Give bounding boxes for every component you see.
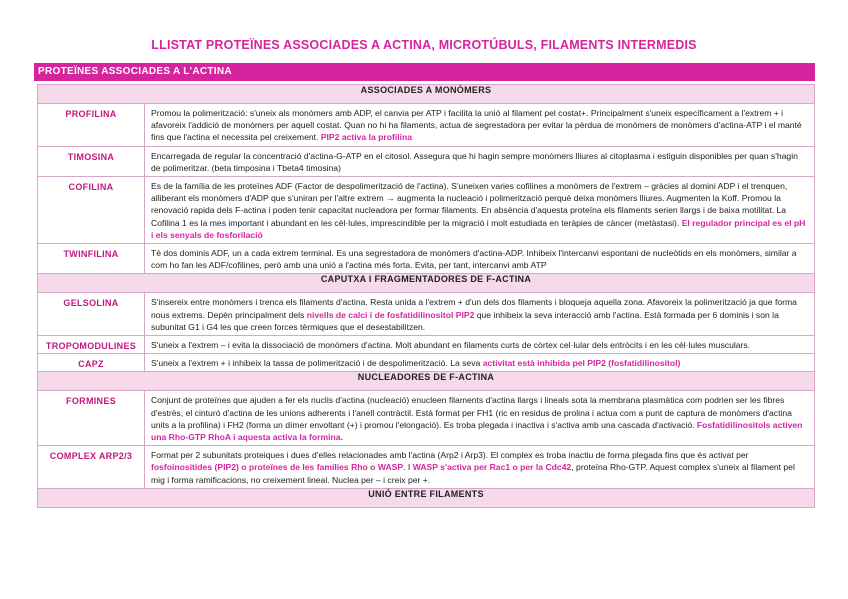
highlight-text: nivells de calci i de fosfatidilinositol PIP2 bbox=[306, 309, 475, 320]
protein-desc-twinfilina: Té dos dominis ADF, un a cada extrem terminal. Es una segrestadora de monòmers d'actina-ADP. Inhibeix l'intercanvi espontani de nucleòtids en els monòmers, similar a com ho fan les ADF/cofilines, però amb una unió a l'actina més forta. Evita, per tant, intercanvi amb ATP bbox=[145, 244, 815, 274]
group-header-union bbox=[38, 488, 815, 507]
table-row bbox=[38, 293, 815, 336]
desc-text: Promou la polimerització: s'uneix als monòmers amb ADP, el canvia per ATP i facilita la unió al filament pel costat+. Principalment s'uneix específicament a l'extrem + i afavoreix l'addició de monòmers per aquell costat. Quan no hi ha filaments, actua de segrestadora per evitar la pèrdua de monòmers de monòmers d'actina-ATP i el manté fins que l'actina el necessita pel creixement. bbox=[151, 108, 802, 143]
table-row bbox=[38, 146, 815, 176]
protein-name-profilina: PROFILINA bbox=[38, 104, 145, 147]
protein-name-gelsolina: GELSOLINA bbox=[38, 293, 145, 336]
protein-name-tropomodulines: TROPOMODULINES bbox=[38, 336, 145, 354]
protein-desc-capz bbox=[145, 354, 815, 372]
table-row bbox=[38, 446, 815, 489]
group-title: ASSOCIADES A MONÒMERS bbox=[38, 85, 815, 104]
protein-desc-arp23 bbox=[145, 446, 815, 489]
table-row bbox=[38, 336, 815, 354]
document-title: LLISTAT PROTEÏNES ASSOCIADES A ACTINA, MICROTÚBULS, FILAMENTS INTERMEDIS bbox=[151, 38, 697, 52]
table-row bbox=[38, 177, 815, 244]
group-header-monomers bbox=[38, 85, 815, 104]
desc-text: Es de la família de les proteïnes ADF (Factor de despolimerització de l'actina). S'uneixen varies cofilines a monòmers de l'extrem – gràcies al domini ADP i el trenquen, alliberant els monòmers d'ADP que s'uniran per l'altre extrem → augmenta la nucleació i polimerització perquè deixa monòmers lliures. Augmenten la Koff. Promou la renovació rapida dels F-actina i poden tenir capacitat nucleadora per formar filaments. En absència d'aquesta proteïna els filaments serien llargs i de baixa motilitat. La Cofilina 1 es la mes important i abundant en les cèl·lules, imprescindible per la migració i molt estudiada en teràpies de càncer (metàstasi). bbox=[151, 181, 788, 228]
desc-text: S'uneix a l'extrem + i inhibeix la tassa de polimerització i de despolimerització. La seva bbox=[151, 358, 483, 369]
group-title: CAPUTXA I FRAGMENTADORES DE F-ACTINA bbox=[38, 274, 815, 293]
protein-desc-gelsolina bbox=[145, 293, 815, 336]
protein-desc-timosina: Encarregada de regular la concentració d'actina-G-ATP en el citosol. Assegura que hi hagin sempre monòmers lliures al citoplasma i estiguin disponibles per quan s'hagin de polimeritzar. (beta timposina i Tbeta4 timosina) bbox=[145, 146, 815, 176]
protein-desc-formines bbox=[145, 391, 815, 446]
protein-desc-profilina bbox=[145, 104, 815, 147]
group-header-capping bbox=[38, 274, 815, 293]
desc-text: . I bbox=[403, 462, 413, 473]
protein-desc-cofilina bbox=[145, 177, 815, 244]
highlight-text: PIP2 activa la profilina bbox=[320, 132, 413, 143]
protein-table bbox=[37, 84, 815, 508]
desc-text: S'insereix entre monòmers i trenca els filaments d'actina. Resta unida a l'extrem + d'un dels dos filaments i bloqueja aquella zona. Afavoreix la polimerització ja que forma nous extrems. Depèn principalment dels bbox=[151, 297, 797, 320]
table-row bbox=[38, 354, 815, 372]
protein-name-formines: FORMINES bbox=[38, 391, 145, 446]
desc-text: que inhibeix la seva interacció amb l'actina. Està formada per 6 dominis i son la subunitat G1 i G4 les que creen forces tèrmiques que el desestabilitzen. bbox=[151, 309, 779, 332]
group-header-nucleators bbox=[38, 372, 815, 391]
protein-name-arp23: COMPLEX ARP2/3 bbox=[38, 446, 145, 489]
table-row bbox=[38, 104, 815, 147]
highlight-text: Fosfatidilinositols activen una Rho-GTP RhoA i aquesta activa la formina. bbox=[151, 419, 803, 443]
protein-desc-tropomodulines: S'uneix a l'extrem – i evita la dissociació de monòmers d'actina. Molt abundant en filaments curts de còrtex cel·lular dels eritròcits i en les cèl·lules musculars. bbox=[145, 336, 815, 354]
group-title: NUCLEADORES DE F-ACTINA bbox=[38, 372, 815, 391]
desc-text: Conjunt de proteïnes que ajuden a fer els nuclis d'actina (nucleació) enucleen filaments d'actina llargs i lineals sota la membrana plasmàtica com podrien ser les fibres d'estrès, el cinturó d'actina de les unions adherents i l'anell contràctil. Està format per FH1 (ric en residus de prolina i actua com a punt de captura de monòmers d'actina units a la profilina) i FH2 (forma un dímer envoltant (+) i promou l'elongació). Es troba plegada i inactiva i s'activa amb una cascada d'activació. bbox=[151, 395, 792, 430]
highlight-text: activitat està inhibida pel PIP2 (fosfatidilinositol) bbox=[482, 358, 681, 369]
protein-name-cofilina: COFILINA bbox=[38, 177, 145, 244]
protein-name-timosina: TIMOSINA bbox=[38, 146, 145, 176]
group-title: UNIÓ ENTRE FILAMENTS bbox=[38, 488, 815, 507]
highlight-text: WASP s'activa per Rac1 o per la Cdc42 bbox=[412, 462, 572, 473]
highlight-text: El regulador principal es el pH i els senyals de fosforilació bbox=[151, 217, 806, 240]
protein-name-twinfilina: TWINFILINA bbox=[38, 244, 145, 274]
section-banner: PROTEÏNES ASSOCIADES A L'ACTINA bbox=[34, 63, 815, 81]
highlight-text: fosfoinositides (PIP2) o proteïnes de les famílies Rho o WASP bbox=[151, 462, 404, 473]
desc-text: Format per 2 subunitats proteiques i dues d'elles relacionades amb l'actina (Arp2 i Arp3). El complex es troba inactiu de forma plegada fins que és activat per bbox=[151, 450, 749, 461]
table-row bbox=[38, 391, 815, 446]
protein-name-capz: CAPZ bbox=[38, 354, 145, 372]
table-row bbox=[38, 244, 815, 274]
desc-text: , proteïna Rho-GTP. Aquest complex s'uneix al filament pel mig i forma ramificacions, no creixement lineal. Nuclea per – i creix per +. bbox=[151, 462, 795, 485]
